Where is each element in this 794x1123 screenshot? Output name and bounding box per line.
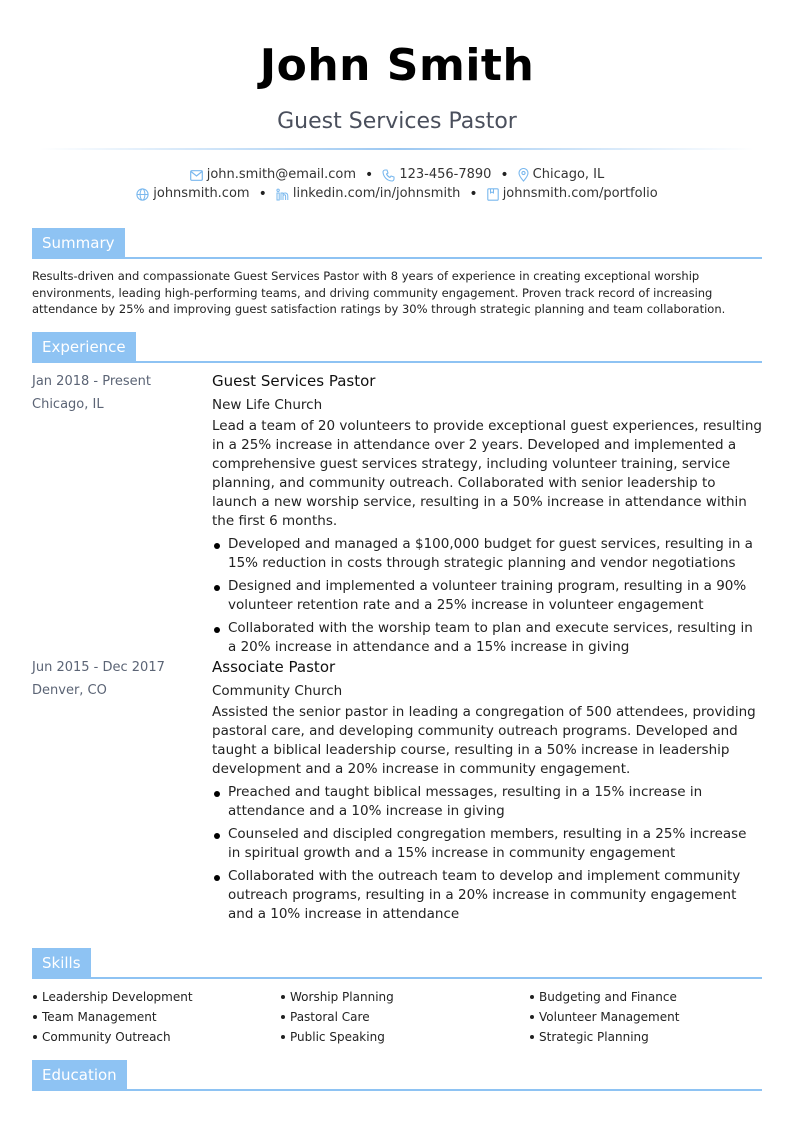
- skills-heading: Skills: [32, 948, 91, 978]
- skill-label: Pastoral Care: [290, 1010, 370, 1024]
- skills-rule: [32, 977, 762, 979]
- job-bullet-list: [212, 783, 762, 924]
- title-divider: [40, 148, 754, 150]
- skill-item: [32, 1027, 272, 1047]
- bullet-dot-icon: [33, 995, 37, 999]
- summary-section-header: [32, 228, 762, 262]
- education-heading: Education: [32, 1060, 127, 1090]
- experience-section-header: [32, 332, 762, 366]
- contact-separator: •: [258, 186, 267, 202]
- skills-column: [529, 987, 769, 1047]
- skill-label: Team Management: [42, 1010, 157, 1024]
- bullet-dot-icon: [281, 1015, 285, 1019]
- skill-label: Budgeting and Finance: [539, 990, 677, 1004]
- bullet-dot-icon: [281, 1035, 285, 1039]
- job-bullet: Collaborated with the outreach team to develop and implement community outreach programs, resulting in a 20% increase in community engagement and a 10% increase in attendance: [212, 867, 762, 924]
- job-location: Denver, CO: [32, 683, 107, 698]
- job-role: Guest Services Pastor: [212, 372, 376, 390]
- portfolio-icon: [487, 188, 499, 201]
- candidate-title: Guest Services Pastor: [277, 109, 517, 134]
- job-dates: Jun 2015 - Dec 2017: [32, 660, 165, 675]
- globe-icon: [136, 188, 149, 201]
- job-organization: Community Church: [212, 683, 343, 699]
- education-section-header: [32, 1060, 762, 1094]
- job-description: Lead a team of 20 volunteers to provide exceptional guest experiences, resulting in a 25% increase in attendance over 2 years. Developed and implemented a comprehensive guest services strategy, including volunteer training, service planning, and community outreach. Collaborated with senior leadership to launch a new worship service, resulting in a 50% increase in attendance within the first 6 months.: [212, 418, 762, 529]
- job-meta: [32, 656, 202, 702]
- job-meta: [32, 370, 202, 416]
- job-bullet: Designed and implemented a volunteer training program, resulting in a 90% volunteer retention rate and a 25% increase in volunteer engagement: [212, 577, 762, 615]
- skill-label: Strategic Planning: [539, 1030, 649, 1044]
- skill-label: Volunteer Management: [539, 1010, 680, 1024]
- summary-rule: [32, 257, 762, 259]
- skill-item: [529, 1027, 769, 1047]
- skills-column: [280, 987, 520, 1047]
- skill-label: Public Speaking: [290, 1030, 385, 1044]
- skill-label: Community Outreach: [42, 1030, 171, 1044]
- job-location: Chicago, IL: [32, 397, 104, 412]
- contact-portfolio-text: johnsmith.com/portfolio: [502, 186, 658, 201]
- linkedin-icon: [276, 188, 289, 201]
- contact-phone[interactable]: [382, 166, 491, 184]
- skills-column: [32, 987, 272, 1047]
- contact-row-primary: [0, 166, 794, 185]
- contact-location: [518, 166, 605, 184]
- job-bullet: Developed and managed a $100,000 budget for guest services, resulting in a 15% reduction in costs through strategic planning and vendor negotiations: [212, 535, 762, 573]
- job-organization: New Life Church: [212, 397, 323, 413]
- contact-email[interactable]: [190, 166, 356, 184]
- contact-website-text: johnsmith.com: [153, 186, 250, 201]
- contact-separator: •: [469, 186, 478, 202]
- skill-item: [32, 1007, 272, 1027]
- skill-label: Leadership Development: [42, 990, 193, 1004]
- bullet-dot-icon: [530, 1015, 534, 1019]
- job-bullet: Preached and taught biblical messages, resulting in a 15% increase in attendance and a 10% increase in giving: [212, 783, 762, 821]
- job-role: Associate Pastor: [212, 658, 336, 676]
- job-bullet: Collaborated with the worship team to plan and execute services, resulting in a 20% increase in attendance and a 15% increase in giving: [212, 619, 762, 657]
- skills-section-header: [32, 948, 762, 982]
- job-bullet: Counseled and discipled congregation members, resulting in a 25% increase in spiritual growth and a 15% increase in community engagement: [212, 825, 762, 863]
- contact-linkedin[interactable]: [276, 185, 461, 203]
- skill-item: [280, 987, 520, 1007]
- contact-separator: •: [500, 167, 509, 183]
- experience-heading: Experience: [32, 332, 136, 362]
- skill-item: [280, 1027, 520, 1047]
- contact-location-text: Chicago, IL: [532, 167, 605, 182]
- contact-phone-text: 123-456-7890: [399, 167, 492, 182]
- skill-item: [529, 1007, 769, 1027]
- skill-item: [280, 1007, 520, 1027]
- summary-text: Results-driven and compassionate Guest Services Pastor with 8 years of experience in creating exceptional worship environments, leading high-performing teams, and driving community engagement. Proven track record of increasing attendance by 25% and improving guest satisfaction ratings by 30% through strategic planning and team collaboration.: [32, 269, 726, 316]
- experience-rule: [32, 361, 762, 363]
- contact-portfolio[interactable]: [487, 185, 658, 203]
- skill-label: Worship Planning: [290, 990, 394, 1004]
- location-pin-icon: [518, 168, 529, 182]
- education-rule: [32, 1089, 762, 1091]
- job-body: [212, 656, 762, 924]
- contact-linkedin-text: linkedin.com/in/johnsmith: [292, 186, 461, 201]
- job-dates: Jan 2018 - Present: [32, 374, 151, 389]
- contact-email-text: john.smith@email.com: [206, 167, 357, 182]
- bullet-dot-icon: [530, 1035, 534, 1039]
- email-icon: [190, 170, 203, 181]
- job-description: Assisted the senior pastor in leading a congregation of 500 attendees, providing pastoral care, and developing community outreach programs. Developed and taught a biblical leadership course, resulting in a 50% increase in leadership development and a 20% increase in community engagement.: [212, 704, 756, 777]
- candidate-name: John Smith: [259, 40, 535, 91]
- contact-separator: •: [365, 167, 374, 183]
- bullet-dot-icon: [33, 1015, 37, 1019]
- bullet-dot-icon: [33, 1035, 37, 1039]
- phone-icon: [382, 169, 395, 182]
- skill-item: [32, 987, 272, 1007]
- job-body: [212, 370, 762, 657]
- summary-heading: Summary: [32, 228, 125, 258]
- contact-row-secondary: [0, 185, 794, 204]
- contact-website[interactable]: [136, 185, 249, 203]
- bullet-dot-icon: [281, 995, 285, 999]
- job-bullet-list: [212, 535, 762, 657]
- bullet-dot-icon: [530, 995, 534, 999]
- skill-item: [529, 987, 769, 1007]
